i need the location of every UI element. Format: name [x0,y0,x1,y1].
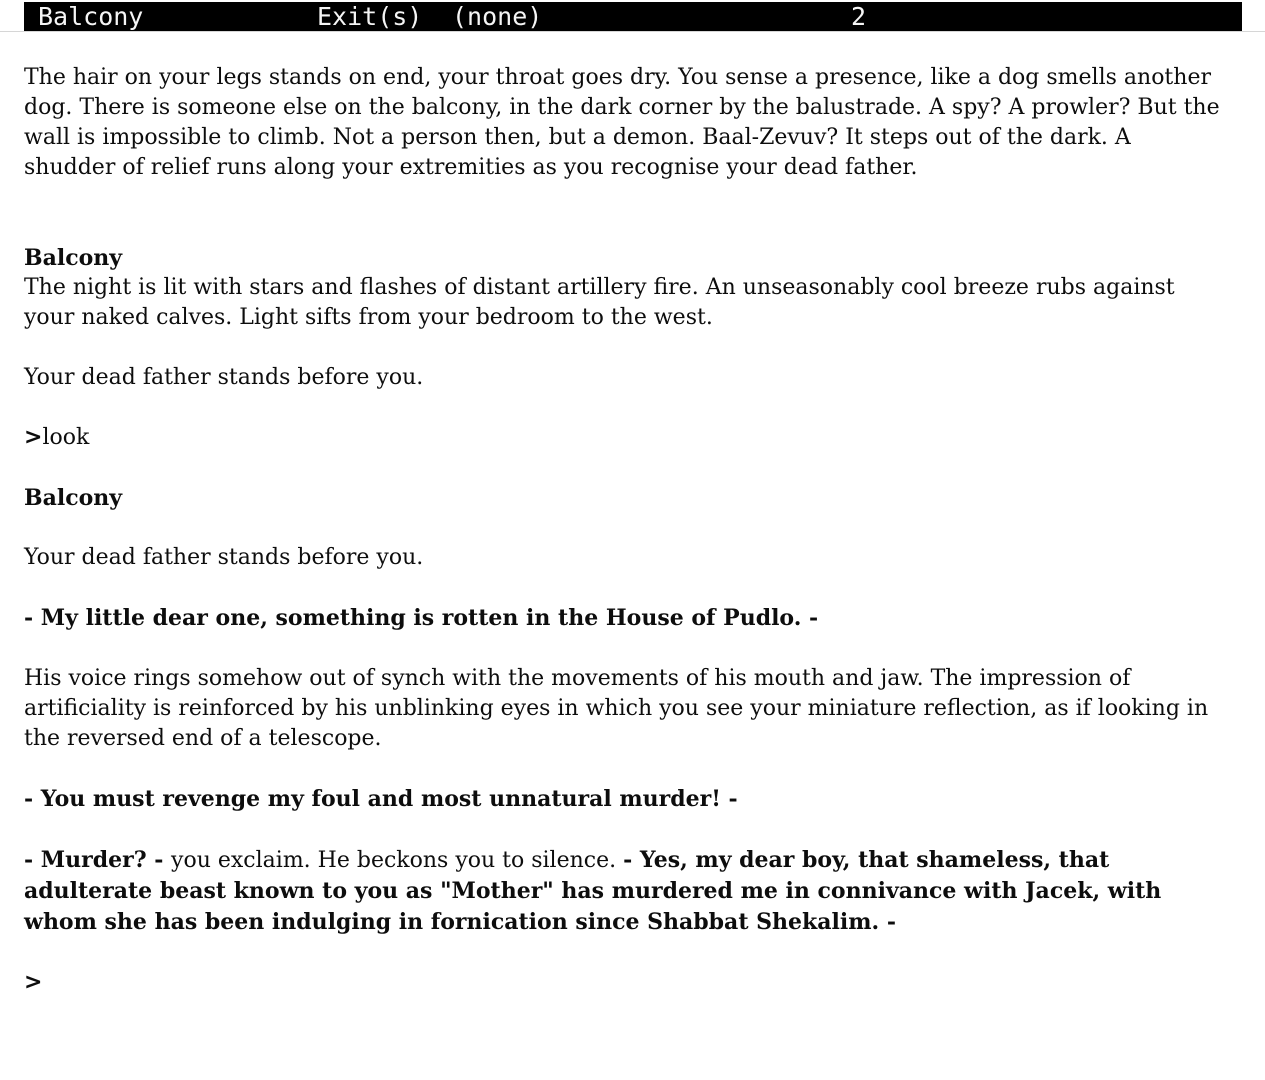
narration-text: The night is lit with stars and flashes of distant artillery fire. An unseasonably cool breeze rubs against your naked calves. Light sifts from your bedroom to the west. [24,275,1175,330]
speech-bold-text: - My little dear one, something is rotten in the House of Pudlo. - [24,605,819,631]
status-bar [24,2,1242,31]
narration-text: you exclaim. He beckons you to silence. [171,848,624,873]
status-exits-value: (none) [452,2,543,31]
story-paragraph [24,784,1223,815]
speech-bold-text: - You must revenge my foul and most unnatural murder! - [24,786,738,812]
room-name-heading [24,243,1223,273]
speech-bold-text: Balcony [24,485,123,511]
input-line[interactable] [24,968,1223,998]
status-room-name: Balcony [38,2,144,31]
story-paragraph [24,63,1223,183]
speech-bold-text: - Murder? - [24,847,172,873]
narration-text: Your dead father stands before you. [24,545,424,570]
speech-bold-text: - Yes, my dear boy, that shameless, that adulterate beast known to you as "Mother" has murdered me in connivance with Jacek, with whom she has been indulging in fornication since Shabbat Shekalim. - [24,847,1162,935]
speech-bold-text: Balcony [24,245,123,271]
echoed-command [24,423,1223,453]
story-paragraph [24,543,1223,573]
story-paragraph [24,603,1223,634]
room-name-heading [24,483,1223,513]
story-paragraph [24,363,1223,393]
command-text: look [42,425,90,450]
narration-text: His voice rings somehow out of synch with the movements of his mouth and jaw. The impression of artificiality is reinforced by his unblinking eyes in which you see your miniature reflection, as if looking in the reversed end of a telescope. [24,666,1209,751]
story-window[interactable] [0,32,1265,998]
status-exits-label: Exit(s) [317,2,423,31]
narration-text: The hair on your legs stands on end, your throat goes dry. You sense a presence, like a dog smells another dog. There is someone else on the balcony, in the dark corner by the balustrade. A spy? A prowler? But the wall is impossible to climb. Not a person then, but a demon. Baal-Zevuv? It steps out of the dark. A shudder of relief runs along your extremities as you recognise your dead father. [24,65,1220,180]
story-paragraph [24,273,1223,333]
status-turn-counter: 2 [851,2,867,31]
prompt-caret: > [24,970,43,995]
story-paragraph [24,845,1223,938]
prompt-caret: > [24,425,43,450]
narration-text: Your dead father stands before you. [24,365,424,390]
story-paragraph [24,664,1223,754]
transcript [24,63,1223,938]
